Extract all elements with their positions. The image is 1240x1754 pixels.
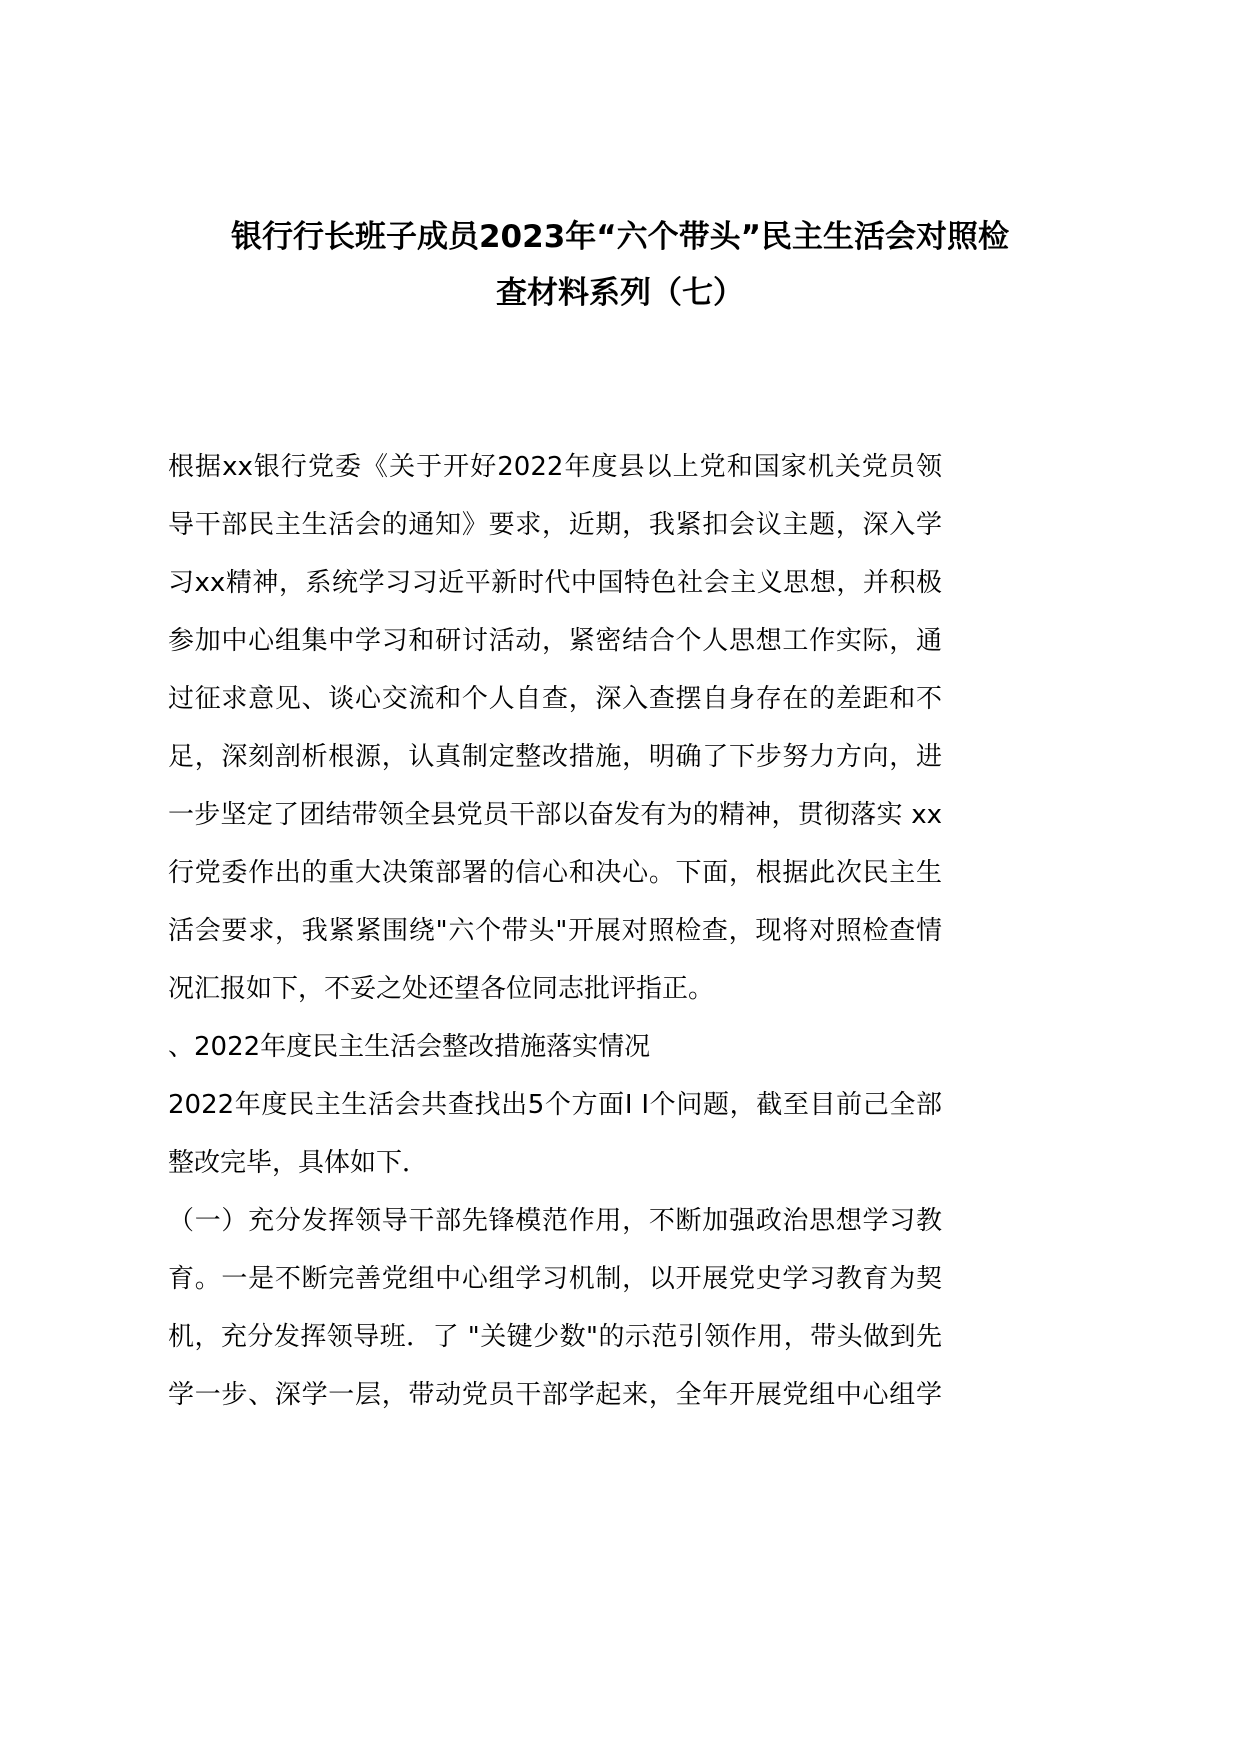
body-line: 行党委作出的重大决策部署的信心和决心。下面，根据此次民主生	[168, 858, 942, 888]
document-body	[168, 438, 942, 1424]
body-line: 活会要求，我紧紧围绕"六个带头"开展对照检查，现将对照检查情	[168, 916, 942, 946]
body-line: 学一步、深学一层，带动党员干部学起来，全年开展党组中心组学	[168, 1380, 942, 1410]
body-line: 育。一是不断完善党组中心组学习机制，以开展党史学习教育为契	[168, 1264, 942, 1294]
title-line: 查材料系列（七）	[496, 275, 744, 311]
body-line: 、2022年度民主生活会整改措施落实情况	[168, 1032, 651, 1062]
body-line: 习xx精神，系统学习习近平新时代中国特色社会主义思想，并积极	[168, 568, 942, 598]
body-line: 整改完毕，具体如下．	[168, 1148, 429, 1178]
document-title	[150, 209, 1090, 321]
body-line: 一步坚定了团结带领全县党员干部以奋发有为的精神，贯彻落实 xx	[168, 800, 942, 830]
body-line: 况汇报如下，不妥之处还望各位同志批评指正。	[168, 974, 715, 1004]
body-line: 机，充分发挥领导班．了 "关键少数"的示范引领作用，带头做到先	[168, 1322, 942, 1352]
body-line: 根据xx银行党委《关于开好2022年度县以上党和国家机关党员领	[168, 452, 942, 482]
body-line: （一）充分发挥领导干部先锋模范作用，不断加强政治思想学习教	[168, 1206, 942, 1236]
body-line: 足，深刻剖析根源，认真制定整改措施，明确了下步努力方向，进	[168, 742, 942, 772]
body-line: 参加中心组集中学习和研讨活动，紧密结合个人思想工作实际，通	[168, 626, 942, 656]
body-line: 过征求意见、谈心交流和个人自查，深入查摆自身存在的差距和不	[168, 684, 942, 714]
body-line: 导干部民主生活会的通知》要求，近期，我紧扣会议主题，深入学	[168, 510, 942, 540]
body-line: 2022年度民主生活会共查找出5个方面I I个问题，截至目前己全部	[168, 1090, 942, 1120]
title-line: 银行行长班子成员2023年“六个带头”民主生活会对照检	[230, 219, 1010, 255]
